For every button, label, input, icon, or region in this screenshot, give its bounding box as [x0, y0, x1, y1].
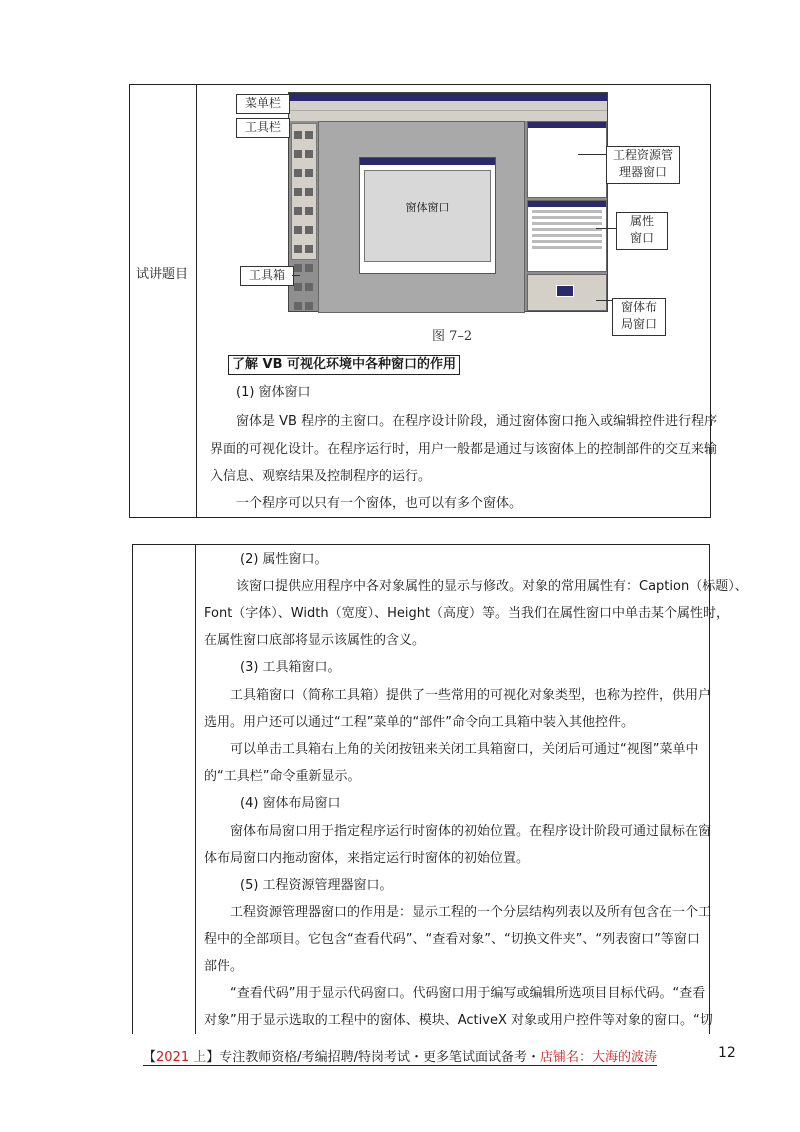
footer-text	[143, 1050, 657, 1066]
subheading-form-window: (1) 窗体窗口	[236, 385, 311, 400]
footer-middle: 专注教师资格/考编招聘/特岗考试・更多笔试面试备考・	[219, 1050, 541, 1065]
ide-toolbox	[291, 123, 317, 260]
leader-form-layout	[596, 300, 612, 301]
table-divider	[196, 85, 197, 517]
paragraph-line: 体布局窗口内拖动窗体，来指定运行时窗体的初始位置。	[204, 851, 530, 866]
paragraph-line: 一个程序可以只有一个窗体，也可以有多个窗体。	[236, 496, 523, 511]
paragraph-line: 入信息、观察结果及控制程序的运行。	[210, 469, 432, 484]
paragraph-line: 对象”用于显示选取的工程中的窗体、模块、ActiveX 对象或用户控件等对象的窗口。“切	[204, 1013, 713, 1028]
paragraph-line: 窗体布局窗口用于指定程序运行时窗体的初始位置。在程序设计阶段可通过鼠标在窗	[230, 824, 712, 839]
ide-menubar	[289, 101, 607, 110]
footer-shop: 店铺名：大海的波涛	[540, 1050, 658, 1065]
subheading-toolbox: (3) 工具箱窗口。	[240, 660, 341, 675]
row-label: 试讲题目	[136, 267, 189, 282]
subheading-form-layout: (4) 窗体布局窗口	[240, 796, 341, 811]
paragraph-line: 程中的全部项目。它包含“查看代码”、“查看对象”、“切换文件夹”、“列表窗口”等窗口	[204, 932, 700, 947]
callout-menu-bar: 菜单栏	[236, 94, 290, 114]
paragraph-line: 工具箱窗口（简称工具箱）提供了一些常用的可视化对象类型，也称为控件，供用户	[230, 688, 712, 703]
page-number: 12	[718, 1045, 736, 1061]
section-heading: 了解 VB 可视化环境中各种窗口的作用	[228, 355, 460, 375]
footer-bracket-open: 【	[143, 1050, 157, 1065]
subheading-project-explorer: (5) 工程资源管理器窗口。	[240, 878, 393, 893]
figure-caption: 图 7–2	[432, 329, 473, 344]
paragraph-line: 该窗口提供应用程序中各对象属性的显示与修改。对象的常用属性有：Caption（标题）、	[236, 579, 748, 594]
callout-tool-bar: 工具栏	[236, 118, 290, 138]
paragraph-line: 工程资源管理器窗口的作用是：显示工程的一个分层结构列表以及所有包含在一个工	[230, 905, 712, 920]
paragraph-line: 的“工具栏”命令重新显示。	[204, 769, 361, 784]
paragraph-line: 界面的可视化设计。在程序运行时，用户一般都是通过与该窗体上的控制部件的交互来输	[210, 442, 718, 457]
callout-toolbox: 工具箱	[240, 266, 294, 286]
ide-toolbar	[289, 110, 607, 121]
footer-bracket-close: 】	[206, 1050, 220, 1065]
ide-properties-pane	[527, 200, 607, 272]
form-window-label: 窗体窗口	[405, 201, 450, 214]
paragraph-line: 部件。	[204, 959, 244, 974]
leader-toolbox	[292, 275, 300, 276]
ide-form-window	[359, 157, 496, 274]
paragraph-line: 选用。用户还可以通过“工程”菜单的“部件”命令向工具箱中装入其他控件。	[204, 715, 634, 730]
leader-properties	[596, 228, 616, 229]
ide-design-area	[318, 121, 525, 313]
paragraph-line: “查看代码”用于显示代码窗口。代码窗口用于编写或编辑所选项目目标代码。“查看	[230, 986, 706, 1001]
vb-ide-screenshot	[288, 92, 608, 312]
callout-form-layout: 窗体布 局窗口	[612, 298, 666, 336]
callout-properties: 属性 窗口	[616, 212, 668, 250]
footer-year: 2021 上	[156, 1050, 207, 1065]
paragraph-line: 窗体是 VB 程序的主窗口。在程序设计阶段，通过窗体窗口拖入或编辑控件进行程序	[236, 414, 718, 429]
page-footer	[143, 1046, 657, 1065]
ide-project-explorer	[527, 121, 607, 198]
table-divider	[195, 545, 196, 1034]
paragraph-line: 在属性窗口底部将显示该属性的含义。	[204, 633, 426, 648]
ide-titlebar	[289, 93, 607, 101]
ide-form-layout-pane	[527, 274, 607, 311]
subheading-properties: (2) 属性窗口。	[240, 552, 328, 567]
paragraph-line: Font（字体）、Width（宽度）、Height（高度）等。当我们在属性窗口中单击某个属性时，	[204, 606, 730, 621]
callout-project-explorer: 工程资源管 理器窗口	[606, 146, 680, 184]
leader-project-explorer	[578, 154, 606, 155]
paragraph-line: 可以单击工具箱右上角的关闭按钮来关闭工具箱窗口，关闭后可通过“视图”菜单中	[230, 742, 699, 757]
